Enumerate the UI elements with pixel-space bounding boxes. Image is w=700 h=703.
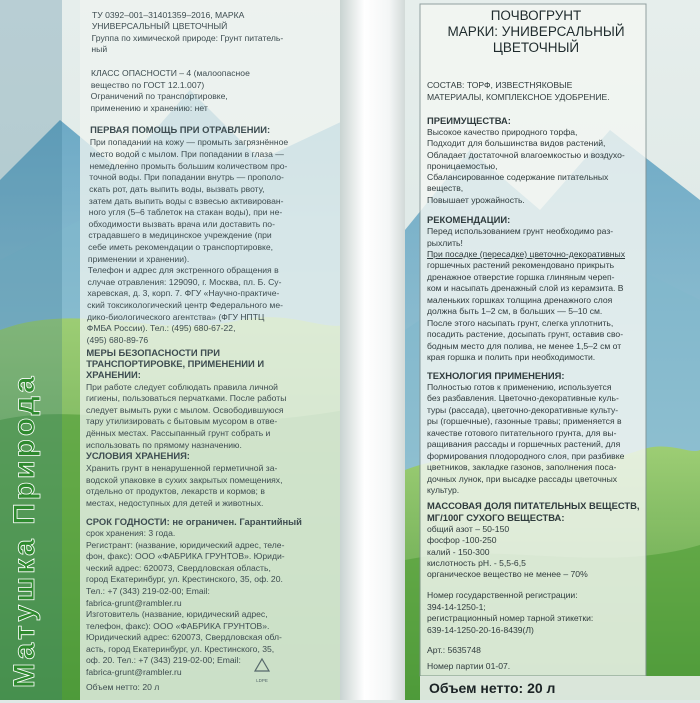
section-heading: ТЕХНОЛОГИЯ ПРИМЕНЕНИЯ: — [427, 370, 565, 381]
section-heading: ПРЕИМУЩЕСТВА: — [427, 115, 511, 126]
text-line: водской упаковке в сухих закрытых помещениях, — [86, 475, 283, 485]
text-line: Подходит для большинства видов растений, — [427, 138, 606, 148]
text-line: маленьких горшках толщина дренажного слоя — [427, 295, 613, 305]
text-line: ческий адрес: 620073, Свердловская область, — [86, 563, 271, 573]
text-line: туры (рассада), цветочно-декоративные культу- — [427, 405, 619, 415]
text-line: обходимости вызвать врача или доставить по- — [88, 219, 275, 229]
text-line: При работе следует соблюдать правила личной — [86, 382, 278, 392]
text-line: Сбалансированное содержание питательных — [427, 172, 609, 182]
text-line: затем дать выпить воды с взвесью активирован- — [88, 196, 284, 206]
text-line: культур. — [427, 485, 460, 495]
text-line: ного угля (5–6 таблеток на стакан воды), при не- — [88, 207, 283, 217]
text-line: Повышает урожайность. — [427, 195, 525, 205]
text-line: должна быть 1–2 см, в больших — 5–10 см. — [427, 306, 603, 316]
text-line: скать рот, дать выпить воды, вызвать рвоту, — [89, 184, 265, 194]
section-heading: МЕРЫ БЕЗОПАСНОСТИ ПРИ — [86, 347, 220, 358]
section-heading: СРОК ГОДНОСТИ: не ограничен. Гарантийный — [86, 516, 302, 527]
text-line: ращивания рассады и горшечных растений, для — [427, 439, 621, 449]
text-line: вещество по ГОСТ 12.1.007) — [90, 80, 205, 90]
text-line: гигиены, пользоваться перчатками. После работы — [86, 393, 287, 403]
bag-seam — [340, 0, 410, 700]
text-line: срок хранения: 3 года. — [86, 528, 176, 538]
text-line: бодным место для полива, не менее 1,5–2 см от — [427, 341, 622, 351]
text-line: асть, город Екатеринбург, ул. Крестинского, 35, — [86, 644, 275, 654]
text-line: случае отравления: 129090, г. Москва, пл. Б. Су- — [87, 277, 282, 287]
brand-name: Матушка Природа — [8, 373, 41, 688]
left-text-block — [86, 10, 336, 700]
text-line: дённых местах. Рассыпанный грунт собрать и — [86, 428, 271, 438]
text-line: качестве готового питательного грунта, для вы- — [427, 428, 617, 438]
title-line: ПОЧВОГРУНТ — [490, 8, 582, 23]
text-line: страдавшего в медицинское учреждение (при — [88, 230, 272, 240]
text-line: точной воды. При попадании внутрь — прополо- — [89, 172, 284, 182]
section-heading: ТРАНСПОРТИРОВКЕ, ПРИМЕНЕНИИ И — [86, 358, 265, 369]
text-line: Юридический адрес: 620073, Свердловская обл- — [86, 632, 282, 642]
text-line: ком и насыпать дренажный слой из керамзита. В — [427, 283, 624, 293]
section-heading: ХРАНЕНИИ: — [86, 369, 141, 380]
right-text-block — [427, 0, 645, 700]
text-line: При попадании на кожу — промыть загрязнённое — [89, 137, 289, 147]
text-line: ский токсикологический центр Федерального ме- — [87, 300, 283, 310]
brand-vertical — [6, 58, 46, 698]
text-line: Номер государственной регистрации: — [427, 590, 578, 600]
text-line: Регистрант: (название, юридический адрес, теле- — [86, 540, 285, 550]
text-line: следует вымыть руки с мылом. Освободившуюся — [86, 405, 284, 415]
text-line: Номер партии 01-07. — [427, 661, 511, 671]
text-line: Телефон и адрес для экстренного обращения в — [87, 265, 279, 275]
text-line: себе иметь рекомендации о транспортировке, — [88, 242, 274, 252]
text-line: ный — [91, 44, 108, 54]
product-title — [427, 8, 645, 56]
text-line: применении и хранении). — [87, 254, 190, 264]
text-line: кислотность рН. - 5,5-6,5 — [427, 558, 526, 568]
text-line: При посадке (пересадке) цветочно-декоративных — [427, 249, 626, 259]
text-line: УНИВЕРСАЛЬНЫЙ ЦВЕТОЧНЫЙ — [91, 21, 228, 31]
text-line: Ограничений по транспортировке, — [90, 91, 228, 101]
svg-text:LDPE: LDPE — [256, 678, 268, 683]
text-line: fabrica-grunt@rambler.ru — [86, 667, 182, 677]
text-line: общий азот – 50-150 — [427, 524, 510, 534]
text-line: формирования плодородного слоя, при разбивке — [427, 451, 625, 461]
text-line: ТУ 0392–001–31401359–2016, МАРКА — [92, 10, 245, 20]
text-line: дочных лунок, при высадке рассады цветочных — [427, 474, 618, 484]
text-line: КЛАСС ОПАСНОСТИ – 4 (малоопасное — [91, 68, 250, 78]
text-line: дренажное отверстие горшка глиняным череп- — [427, 272, 615, 282]
text-line: После этого насыпать грунт, слегка уплотнить, — [427, 318, 614, 328]
text-line: применению и хранению: нет — [90, 103, 208, 113]
text-line: СОСТАВ: ТОРФ, ИЗВЕСТНЯКОВЫЕ — [427, 80, 573, 90]
text-line: город Екатеринбург, ул. Крестинского, 35, оф. 20. — [86, 574, 283, 584]
section-heading: ПЕРВАЯ ПОМОЩЬ ПРИ ОТРАВЛЕНИИ: — [90, 124, 271, 135]
text-line: Обладает достаточной влагоемкостью и воздухо- — [427, 150, 625, 160]
text-line: дико-биологического агентства» (ФГУ НПТЦ — [86, 312, 265, 322]
text-line: фосфор -100-250 — [427, 535, 497, 545]
text-line: проницаемостью, — [427, 161, 498, 171]
text-line: Высокое качество природного торфа, — [427, 127, 578, 137]
text-line: телефон, факс): ООО «ФАБРИКА ГРУНТОВ». — [86, 621, 270, 631]
text-line: немедленно промыть большим количеством про- — [89, 161, 288, 171]
section-heading: МГ/100Г СУХОГО ВЕЩЕСТВА: — [427, 512, 565, 523]
text-line: ры (горшечные), газонные травы; применяется в — [427, 416, 622, 426]
text-line: регистрационный номер тарной этикетки: — [427, 613, 594, 623]
text-line: органическое вещество не менее – 70% — [427, 569, 588, 579]
text-line: Тел.: +7 (343) 219-02-00; Email: — [86, 586, 210, 596]
text-line: использовать по прямому назначению. — [86, 440, 242, 450]
text-line: горшечных растений рекомендовано прикрыть — [427, 260, 615, 270]
text-line: ФМБА России). Тел.: (495) 680-67-22, — [86, 323, 236, 333]
title-line: МАРКИ: УНИВЕРСАЛЬНЫЙ — [447, 24, 625, 39]
text-line: тару утилизировать с бытовым мусором в отве- — [86, 416, 278, 426]
text-line: Объем нетто: 20 л — [86, 682, 160, 692]
text-line: харевская, д. 3, корп. 7. ФГУ «Научно-практиче- — [87, 288, 280, 298]
text-line: отдельно от продуктов, лекарств и кормов; в — [86, 486, 265, 496]
text-line: оф. 20. Тел.: +7 (343) 219-02-00; Email: — [86, 655, 241, 665]
text-line: fabrica-grunt@rambler.ru — [86, 598, 182, 608]
title-line: ЦВЕТОЧНЫЙ — [492, 40, 580, 55]
text-line: веществ, — [427, 183, 464, 193]
net-volume: Объем нетто: 20 л — [429, 680, 556, 696]
text-line: Перед использованием грунт необходимо раз- — [427, 226, 614, 236]
text-line: 639-14-1250-20-16-8439(Л) — [427, 625, 534, 635]
text-line: Полностью готов к применению, используется — [427, 382, 612, 392]
text-line: края горшка и полить при необходимости. — [427, 352, 596, 362]
text-line: рыхлить! — [427, 238, 463, 248]
text-line: место водой с мылом. При попадании в глаза — — [89, 149, 284, 159]
text-line: Хранить грунт в ненарушенной герметичной за- — [86, 463, 278, 473]
text-line: посадить растение, досыпать грунт, оставив сво- — [427, 329, 624, 339]
text-line: Изготовитель (название, юридический адрес, — [86, 609, 268, 619]
text-line: без разбавления. Цветочно-декоративные куль- — [427, 393, 619, 403]
text-line: калий - 150-300 — [427, 547, 490, 557]
right-info-panel — [415, 0, 645, 700]
section-heading: УСЛОВИЯ ХРАНЕНИЯ: — [86, 450, 190, 461]
section-heading: МАССОВАЯ ДОЛЯ ПИТАТЕЛЬНЫХ ВЕЩЕСТВ, — [427, 500, 640, 511]
text-line: Арт.: 5635748 — [427, 645, 481, 655]
text-line: МАТЕРИАЛЫ, КОМПЛЕКСНОЕ УДОБРЕНИЕ. — [427, 92, 610, 102]
text-line: 394-14-1250-1; — [427, 602, 486, 612]
section-heading: РЕКОМЕНДАЦИИ: — [427, 214, 511, 225]
left-info-panel — [60, 0, 340, 700]
text-line: местах, недоступных для детей и животных. — [86, 498, 264, 508]
text-line: Группа по химической природе: Грунт питатель- — [91, 33, 284, 43]
text-line: фон, факс): ООО «ФАБРИКА ГРУНТОВ». Юриди- — [86, 551, 285, 561]
text-line: цветников, закладке газонов, заполнения поса- — [427, 462, 617, 472]
text-line: (495) 680-89-76 — [86, 335, 149, 345]
